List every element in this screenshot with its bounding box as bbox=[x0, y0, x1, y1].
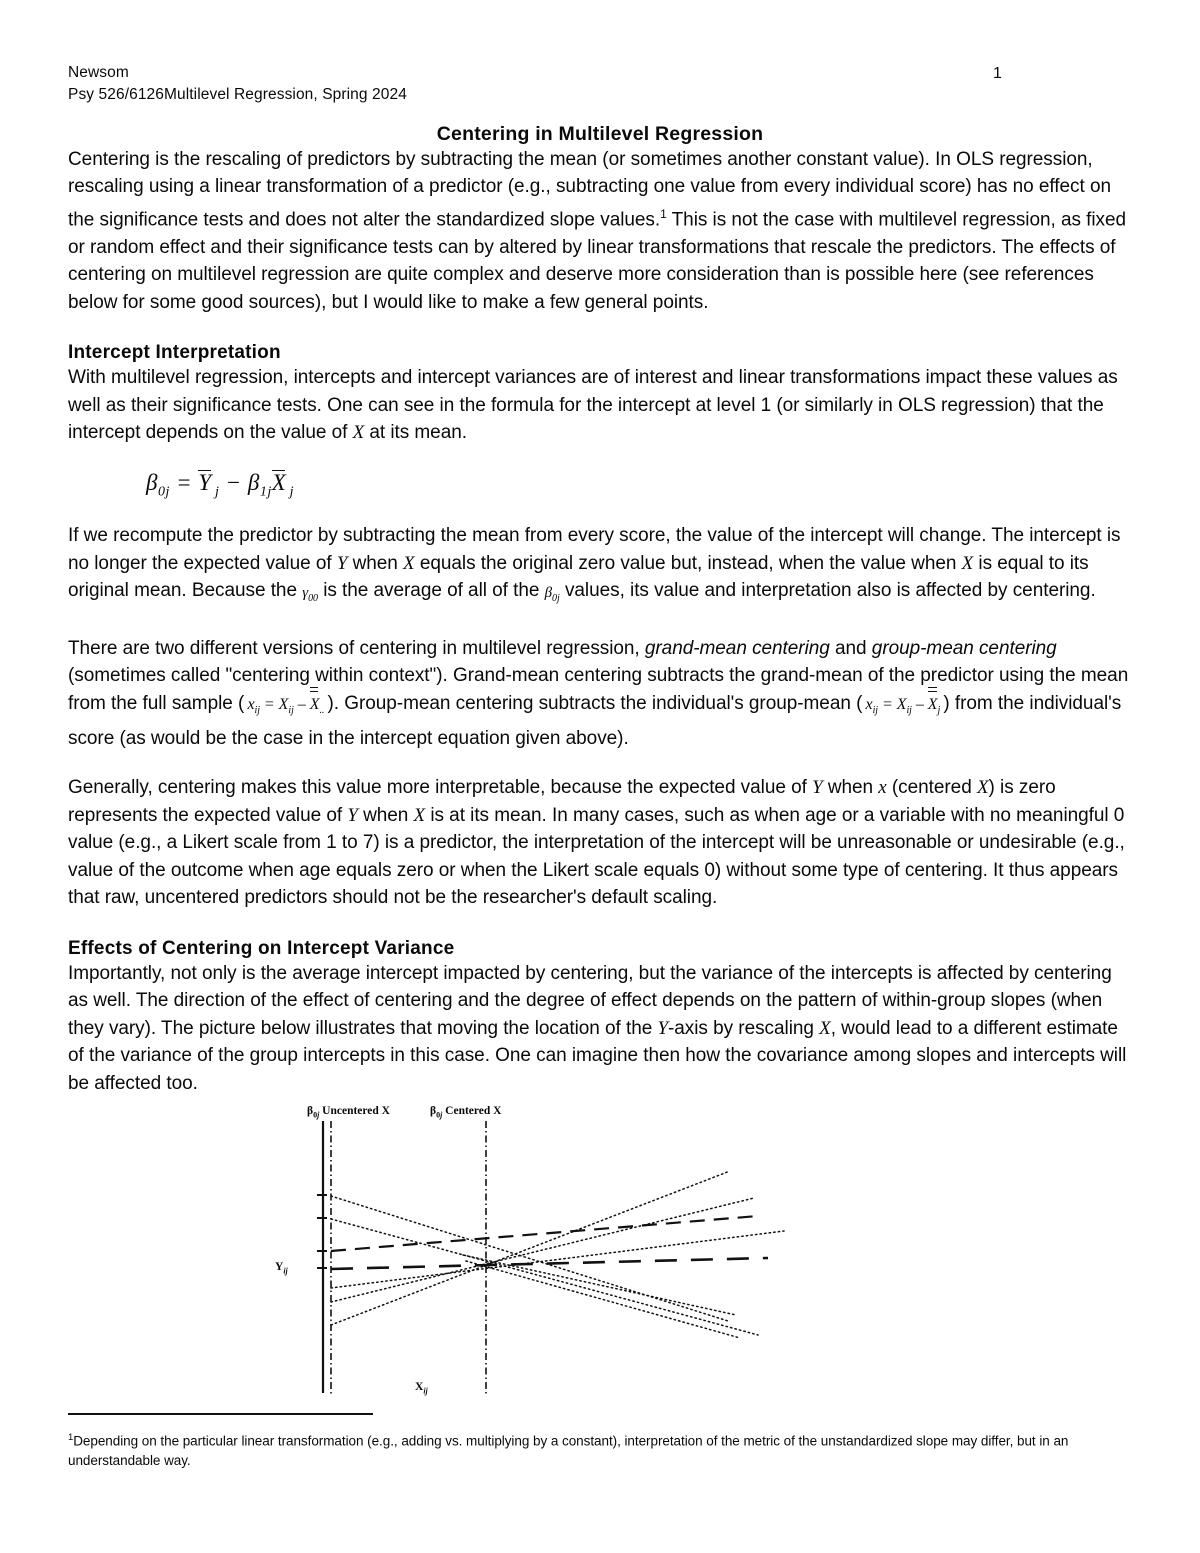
paragraph-intro bbox=[68, 146, 1132, 316]
math-gamma-00: $\gamma_{00}$ bbox=[302, 585, 318, 605]
plot-line-group-9 bbox=[466, 1261, 740, 1338]
plot-line-group-7 bbox=[331, 1171, 730, 1325]
s1p3-d: ). Group-mean centering subtracts the individual's group-mean ( bbox=[327, 692, 863, 714]
footnote-text bbox=[68, 1428, 1132, 1470]
math-var-x-2: X bbox=[961, 552, 974, 574]
figure-plot-svg bbox=[68, 1103, 1132, 1403]
s1p4-c: (centered bbox=[886, 777, 977, 799]
paragraph-intercept-2 bbox=[68, 522, 1132, 613]
s1p2-a: If we recompute the predictor by subtracting the mean from every score, the value of the intercept will change. The intercept is no longer the expected value of bbox=[68, 525, 1121, 574]
plot-line-group-6 bbox=[331, 1198, 754, 1302]
math-var-x-5: X bbox=[819, 1017, 831, 1039]
paragraph-intercept-1 bbox=[68, 364, 1132, 447]
math-var-x-4: X bbox=[413, 804, 426, 826]
math-var-y-1: Y bbox=[336, 552, 348, 574]
math-var-x-1: X bbox=[403, 552, 415, 574]
s1p2-f: values, its value and interpretation also is affected by centering. bbox=[559, 580, 1096, 602]
s1p2-c: equals the original zero value but, instead, when the value when bbox=[414, 552, 962, 574]
s2p1-a: Importantly, not only is the average intercept impacted by centering, but the variance of the intercepts is affected by centering as well. The direction of the effect of centering and the degree of effect depends on the pattern of within-group slopes (when they vary). The picture below illustrates that moving the location of the bbox=[68, 962, 1112, 1039]
math-beta-0j: $\beta_{0j}$ bbox=[544, 585, 560, 605]
plot-line-group-2 bbox=[331, 1219, 758, 1335]
plot-line-group-5 bbox=[331, 1258, 768, 1269]
s2p1-b: -axis by rescaling bbox=[668, 1017, 820, 1039]
footnote-number: 1 bbox=[68, 1432, 74, 1443]
math-var-x-lower: x bbox=[878, 777, 887, 799]
s1p4-f: is at its mean. In many cases, such as when age or a variable with no meaningful 0 value (e.g., a Likert scale from 1 to 7) is a predictor, the interpretation of the intercept will be unreasonable or undesirable (e.g., value of the outcome when age equals zero or when the Likert scale equals 0) without some type of centering. It thus appears that raw, uncentered predictors should not be the researcher's default scaling. bbox=[68, 804, 1125, 909]
math-var-y-4: Y bbox=[657, 1017, 669, 1039]
term-group-mean-centering: group-mean centering bbox=[871, 637, 1057, 659]
s1p4-e: when bbox=[357, 804, 414, 826]
math-var-y-2: Y bbox=[812, 777, 823, 799]
s1p3-a: There are two different versions of centering in multilevel regression, bbox=[68, 637, 645, 659]
plot-line-group-4 bbox=[331, 1231, 784, 1288]
s2p1-c: , would lead to a different estimate of the variance of the group intercepts in this case. One can imagine then how the covariance among slopes and intercepts will be affected too. bbox=[68, 1017, 1127, 1094]
math-var-y-3: Y bbox=[347, 804, 358, 826]
section-heading-effects-of-centering: Effects of Centering on Intercept Variance bbox=[68, 937, 455, 959]
author-name: Newsom bbox=[68, 64, 129, 81]
s1p4-b: when bbox=[822, 777, 879, 799]
footnote-body: Depending on the particular linear transformation (e.g., adding vs. multiplying by a constant), interpretation of the metric of the unstandardized slope may differ, but in an understandable way. bbox=[68, 1433, 1069, 1468]
figure-label-uncentered-beta: $\beta_{0j}$ bbox=[307, 1105, 320, 1120]
s1p3-e: ) from the individual's score (as would be the case in the intercept equation given above). bbox=[68, 692, 1122, 749]
math-var-x: X bbox=[352, 422, 365, 444]
formula-rendered: $\beta_{0j} = Y$ $_j - \beta_{1j}X$ $_j$ bbox=[146, 469, 295, 500]
s1p2-d: is equal to its original mean. Because the bbox=[68, 552, 1089, 602]
formula-grand-mean-centering: $x_{ij} = X_{ij} - X_{..}$ bbox=[244, 696, 327, 713]
footnote-marker-1: 1 bbox=[660, 206, 667, 221]
figure-centering-illustration bbox=[68, 1103, 1132, 1403]
intro-text-b: This is not the case with multilevel regression, as fixed or random effect and their significance tests can by altered by linear transformations that rescale the predictors. The effects of centering on multilevel regression are quite complex and deserve more consideration than is possible here (see references below for some good sources), but I would like to make a few general points. bbox=[68, 209, 1127, 313]
plot-line-group-8 bbox=[463, 1255, 736, 1315]
footnote-separator bbox=[68, 1413, 373, 1415]
figure-y-axis-label: $Y_{ij}$ bbox=[275, 1261, 288, 1276]
page-title: Centering in Multilevel Regression bbox=[436, 122, 764, 145]
intro-text-a: Centering is the rescaling of predictors by subtracting the mean (or sometimes another constant value). In OLS regression, rescaling using a linear transformation of a predictor (e.g., subtracting one value from every individual score) has no effect on the significance tests and does not alter the standardized slope values. bbox=[68, 148, 1111, 231]
s1p4-a: Generally, centering makes this value more interpretable, because the expected value of bbox=[68, 777, 813, 799]
math-var-x-3: X bbox=[976, 777, 989, 799]
figure-label-centered-text: Centered X bbox=[445, 1105, 502, 1118]
course-line: Psy 526/6126Multilevel Regression, Spring 2024 bbox=[68, 86, 407, 104]
s1p3-c: (sometimes called "centering within context"). Grand-mean centering subtracts the grand-mean of the predictor using the mean from the full sample ( bbox=[68, 665, 1129, 714]
s1p3-b: and bbox=[829, 637, 872, 659]
s1p1-b: at its mean. bbox=[364, 422, 467, 444]
s1p4-d: ) is zero represents the expected value of bbox=[68, 777, 1056, 826]
s1p2-e: is the average of all of the bbox=[317, 580, 545, 602]
formula-group-mean-centering: $x_{ij} = X_{ij} - X_j$ bbox=[862, 696, 943, 713]
figure-x-axis-label: $X_{ij}$ bbox=[415, 1381, 428, 1396]
section-heading-intercept-interpretation: Intercept Interpretation bbox=[68, 342, 281, 364]
paragraph-effects-1 bbox=[68, 960, 1132, 1098]
formula-intercept-level1 bbox=[146, 469, 1132, 501]
term-grand-mean-centering: grand-mean centering bbox=[644, 637, 830, 659]
page-header bbox=[68, 62, 1132, 107]
paragraph-intercept-4 bbox=[68, 774, 1132, 912]
page-number: 1 bbox=[993, 65, 1002, 82]
page-content bbox=[68, 62, 1132, 1403]
header-left-block bbox=[68, 62, 407, 107]
s1p1-a: With multilevel regression, intercepts and intercept variances are of interest and linear transformations impact these values as well as their significance tests. One can see in the formula for the intercept at level 1 (or similarly in OLS regression) that the intercept depends on the value of bbox=[68, 367, 1118, 444]
figure-label-uncentered-text: Uncentered X bbox=[322, 1105, 390, 1118]
plot-line-group-3 bbox=[331, 1216, 758, 1251]
paragraph-intercept-3 bbox=[68, 635, 1132, 752]
s1p2-b: when bbox=[347, 552, 404, 574]
figure-label-centered-beta: $\beta_{0j}$ bbox=[430, 1105, 443, 1120]
